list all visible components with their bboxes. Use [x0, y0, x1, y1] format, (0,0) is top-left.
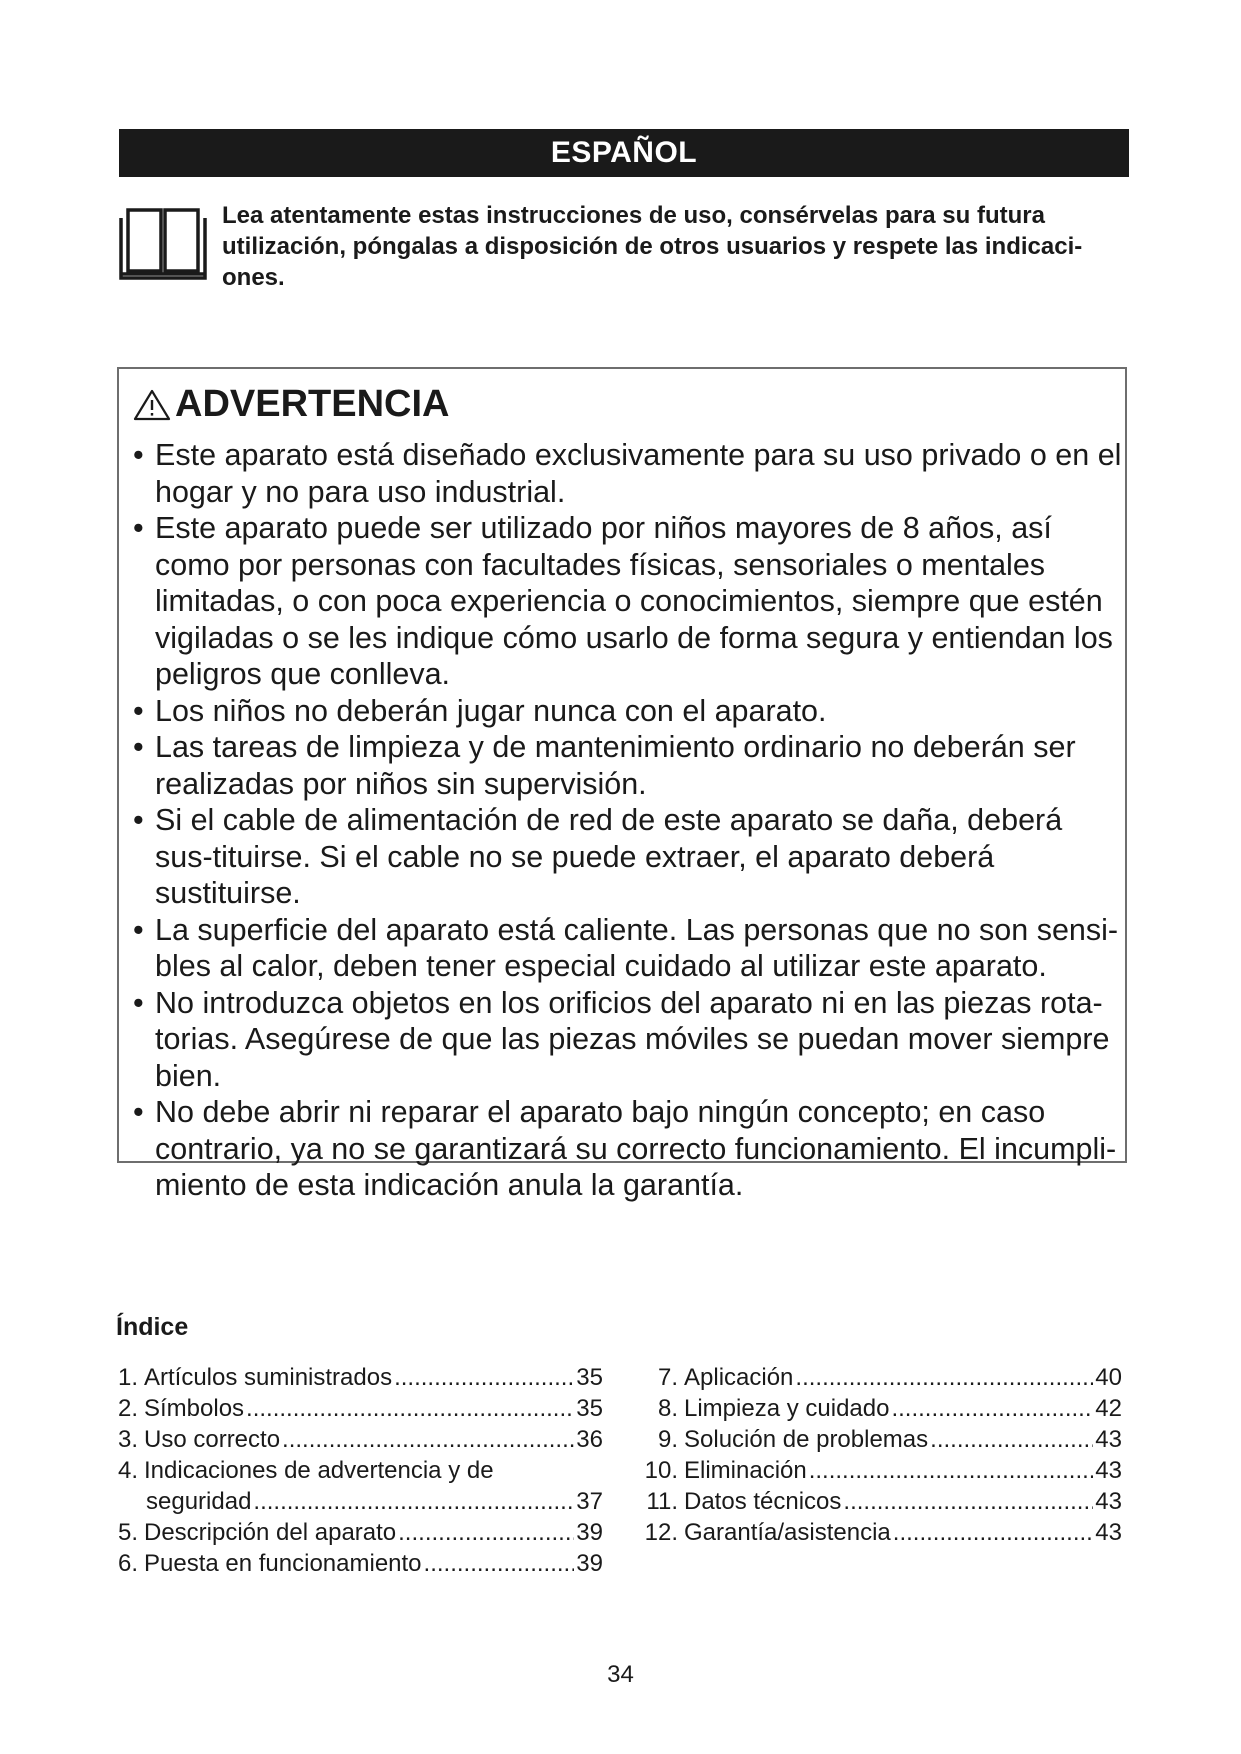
warning-title	[133, 383, 449, 426]
language-header	[119, 129, 1129, 177]
toc-entry[interactable]: 4. Indicaciones de advertencia y de seguridad ..... 37	[116, 1455, 603, 1517]
toc-entry[interactable]: 12. Garantía/asistencia ..... 43	[630, 1517, 1122, 1548]
warning-item: • No introduzca objetos en los orificios del aparato ni en las piezas rota-torias. Asegúrese de que las piezas móviles se puedan mover siempre bien.	[133, 985, 1110, 1093]
warning-item: • La superficie del aparato está caliente. Las personas que no son sensi-bles al calor, deben tener especial cuidado al utilizar este aparato.	[133, 912, 1119, 983]
warning-item: • No debe abrir ni reparar el aparato bajo ningún concepto; en caso contrario, ya no se garantizará su correcto funcionamiento. El incumpli-miento de esta indicación anula la garantía.	[133, 1095, 1117, 1202]
warning-title-text: ADVERTENCIA	[175, 383, 450, 425]
warning-item: • Este aparato está diseñado exclusivamente para su uso privado o en el hogar y no para uso industrial.	[133, 438, 1122, 509]
warning-item: • Las tareas de limpieza y de mantenimiento ordinario no deberán ser realizadas por niños sin supervisión.	[133, 730, 1076, 801]
toc-entry[interactable]: 8. Limpieza y cuidado ..... 42	[630, 1393, 1122, 1424]
language-label: ESPAÑOL	[550, 136, 698, 169]
toc-entry[interactable]: 6. Puesta en funcionamiento ..... 39	[116, 1548, 603, 1579]
toc-entry[interactable]: 7. Aplicación ..... 40	[630, 1362, 1122, 1393]
index-title: Índice	[116, 1313, 189, 1341]
warning-box	[117, 367, 1127, 1202]
intro-section	[117, 200, 1132, 295]
toc-entry[interactable]: 2. Símbolos ..... 35	[116, 1393, 603, 1424]
page-number: 34	[607, 1661, 634, 1688]
toc-entry[interactable]: 5. Descripción del aparato ..... 39	[116, 1517, 603, 1548]
warning-triangle-icon	[133, 388, 171, 421]
warning-list	[133, 437, 1123, 1204]
warning-item: • Los niños no deberán jugar nunca con el aparato.	[133, 693, 827, 728]
intro-text: Lea atentamente estas instrucciones de uso, consérvelas para su futura utilización, póngalas a disposición de otros usuarios y respete las indicaci-ones.	[222, 202, 1083, 291]
toc-entry[interactable]: 10. Eliminación ..... 43	[630, 1455, 1122, 1486]
toc-entry[interactable]: 9. Solución de problemas ..... 43	[630, 1424, 1122, 1455]
book-icon	[119, 204, 207, 280]
toc-right-column	[630, 1362, 1122, 1548]
toc-entry[interactable]: 11. Datos técnicos ..... 43	[630, 1486, 1122, 1517]
warning-item: • Si el cable de alimentación de red de este aparato se daña, deberá sus-tituirse. Si el cable no se puede extraer, el aparato deberá sustituirse.	[133, 803, 1063, 910]
toc-entry[interactable]: 3. Uso correcto ..... 36	[116, 1424, 603, 1455]
toc-entry[interactable]: 1. Artículos suministrados ..... 35	[116, 1362, 603, 1393]
toc-left-column	[116, 1362, 603, 1579]
warning-item: • Este aparato puede ser utilizado por niños mayores de 8 años, así como por personas con facultades físicas, sensoriales o mentales limitadas, o con poca experiencia o conocimientos, siempre que estén vigiladas o se les indique cómo usarlo de forma segura y entiendan los peligros que conlleva.	[133, 511, 1113, 691]
